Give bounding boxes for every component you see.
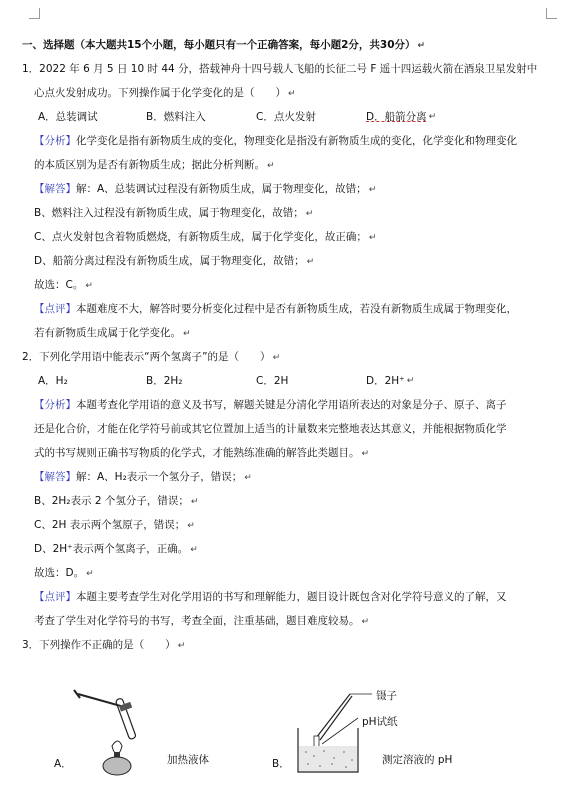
q3-figures (22, 688, 562, 788)
q1-answer-line1: 【解答】解：A、总装调试过程没有新物质生成，属于物理变化，故错； ↵ (34, 183, 377, 195)
caption-heating-liquid: 加热液体 (167, 754, 209, 766)
q2-analysis-line1: 【分析】本题考查化学用语的意义及书写，解题关键是分清化学用语所表达的对象是分子、原子、离子 (34, 399, 507, 411)
section-title: 一、选择题（本大题共15个小题，每小题只有一个正确答案，每小题2分，共30分） ↵ (22, 39, 426, 51)
q1-answer-line4: D、船箭分离过程没有新物质生成，属于物理变化，故错； ↵ (34, 255, 315, 267)
q1-comment-line2: 若有新物质生成属于化学变化。 ↵ (34, 327, 191, 339)
q1-stem-line2: 心点火发射成功。下列操作属于化学变化的是（ ） ↵ (34, 87, 296, 99)
q3-option-b: B． (272, 758, 290, 770)
q1-option-a: A．总装调试 (38, 111, 98, 123)
q2-stem: 2．下列化学用语中能表示“两个氢离子”的是（ ） ↵ (22, 351, 281, 363)
ph-test-figure (288, 688, 378, 778)
q1-option-c: C．点火发射 (256, 111, 316, 123)
corner-mark-left (29, 8, 40, 19)
q1-option-b: B．燃料注入 (146, 111, 206, 123)
q2-options: A．H₂ B．2H₂ C．2H D．2H⁺ ↵ (22, 369, 562, 393)
q1-comment-line1: 【点评】本题难度不大，解答时要分析变化过程中是否有新物质生成，若没有新物质生成属于物理变化， (34, 303, 517, 315)
analysis-tag: 【分析】 (34, 399, 76, 411)
caption-ph-test: 测定溶液的 pH (382, 754, 453, 766)
q3-stem: 3．下列操作不正确的是（ ） ↵ (22, 639, 186, 651)
comment-tag: 【点评】 (34, 303, 76, 315)
q2-comment-line2: 考查了学生对化学符号的书写，考查全面，注重基础，题目难度较易。 ↵ (34, 615, 370, 627)
answer-tag: 【解答】 (34, 471, 76, 483)
document-page (22, 33, 562, 657)
q2-answer-line4: D、2H⁺表示两个氢离子，正确。 ↵ (34, 543, 198, 555)
q3-option-a: A． (54, 758, 72, 770)
comment-tag: 【点评】 (34, 591, 76, 603)
heating-liquid-figure (70, 688, 150, 778)
label-tweezers: 镊子 (376, 690, 397, 702)
q2-option-b: B．2H₂ (146, 375, 183, 387)
q2-comment-line1: 【点评】本题主要考查学生对化学用语的书写和理解能力，题目设计既包含对化学符号意义的了解，又 (34, 591, 507, 603)
q2-analysis-line3: 式的书写规则正确书写物质的化学式，才能熟练准确的解答此类题目。 ↵ (34, 447, 370, 459)
q2-option-c: C．2H (256, 375, 289, 387)
q2-analysis-line2: 还是化合价，才能在化学符号前或其它位置加上适当的计量数来完整地表达其意义，并能根据物质化学 (34, 423, 507, 435)
corner-mark-right (546, 8, 557, 19)
label-ph-paper: pH试纸 (362, 716, 398, 728)
q1-analysis-line1: 【分析】化学变化是指有新物质生成的变化，物理变化是指没有新物质生成的变化，化学变化和物理变化 (34, 135, 517, 147)
q1-answer-line3: C、点火发射包含着物质燃烧，有新物质生成，属于化学变化，故正确； ↵ (34, 231, 377, 243)
q2-choice: 故选：D。 ↵ (34, 567, 94, 579)
q1-answer-line2: B、燃料注入过程没有新物质生成，属于物理变化，故错； ↵ (34, 207, 314, 219)
q2-answer-line1: 【解答】解：A、H₂表示一个氢分子，错误； ↵ (34, 471, 252, 483)
q2-option-a: A．H₂ (38, 375, 68, 387)
q2-answer-line2: B、2H₂表示 2 个氢分子，错误； ↵ (34, 495, 199, 507)
q1-stem-line1: 1．2022 年 6 月 5 日 10 时 44 分，搭载神舟十四号载人飞船的长征二号 F 遥十四运载火箭在酒泉卫星发射中 (22, 63, 538, 75)
q1-options: A．总装调试 B．燃料注入 C．点火发射 D．船箭分离 ↵ (22, 105, 562, 129)
answer-tag: 【解答】 (34, 183, 76, 195)
q2-option-d: D．2H⁺ (366, 375, 405, 387)
q1-choice: 故选：C。 ↵ (34, 279, 93, 291)
q2-answer-line3: C、2H 表示两个氢原子，错误； ↵ (34, 519, 195, 531)
q1-analysis-line2: 的本质区别为是否有新物质生成；据此分析判断。 ↵ (34, 159, 275, 171)
analysis-tag: 【分析】 (34, 135, 76, 147)
q1-option-d: D．船箭分离 (366, 111, 427, 123)
